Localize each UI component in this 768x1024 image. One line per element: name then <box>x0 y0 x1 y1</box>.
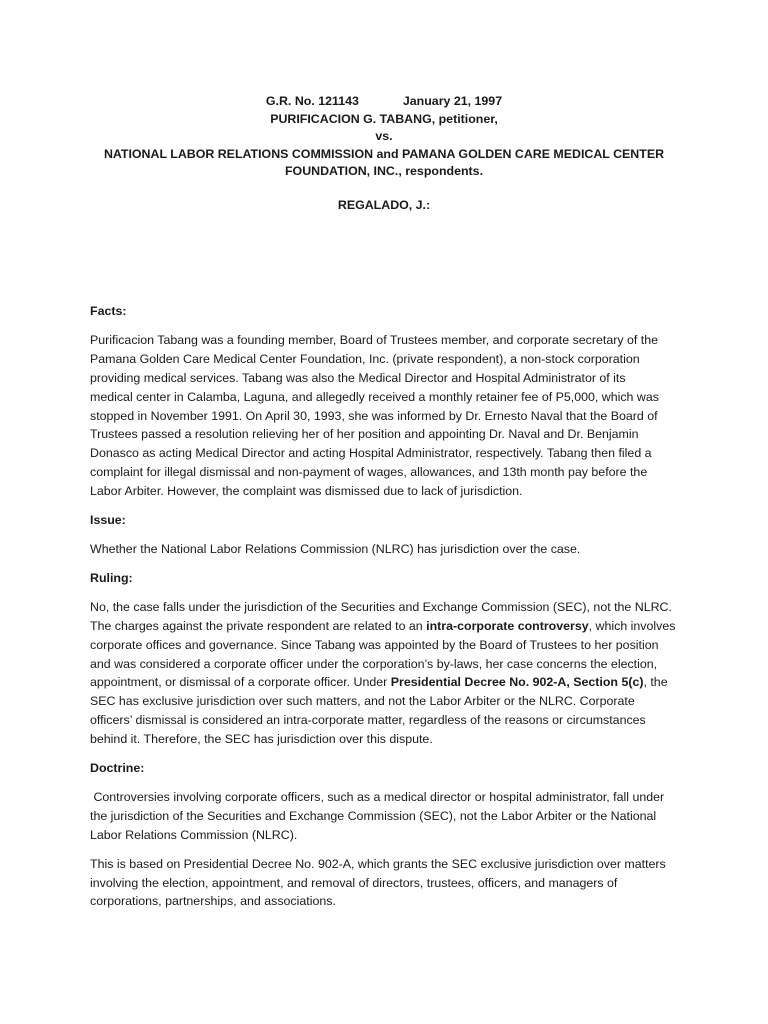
facts-line: complaint for illegal dismissal and non-payment of wages, allowances, and 13th month pay before the <box>90 465 648 480</box>
ponente: REGALADO, J.: <box>337 198 431 212</box>
facts-line: stopped in November 1991. On April 30, 1993, she was informed by Dr. Ernesto Naval that the Board of <box>90 408 658 423</box>
ruling-line: behind it. Therefore, the SEC has jurisdiction over this dispute. <box>90 732 433 747</box>
ruling-text: The charges against the private respondent are related to an <box>90 618 427 633</box>
ruling-line: officers’ dismissal is considered an intra-corporate matter, regardless of the reasons or circumstances <box>90 713 646 728</box>
case-number-line <box>90 93 678 111</box>
doctrine-line: Labor Relations Commission (NLRC). <box>90 827 298 842</box>
ruling-line <box>90 675 668 689</box>
facts-line: Trustees passed a resolution relieving her of her position and appointing Dr. Naval and Dr. Benjamin <box>90 427 639 442</box>
ruling-text: appointment, or dismissal of a corporate officer. Under <box>90 675 391 690</box>
petitioner-line: PURIFICACION G. TABANG, petitioner, <box>270 111 498 126</box>
versus-line: vs. <box>375 129 393 143</box>
facts-line: Purificacion Tabang was a founding member, Board of Trustees member, and corporate secretary of the <box>90 332 658 347</box>
emphasis-intra-corporate: intra-corporate controversy <box>426 618 589 633</box>
doctrine-paragraph-1 <box>90 788 682 845</box>
doctrine-heading: Doctrine: <box>90 761 145 776</box>
doctrine-line: Controversies involving corporate officers, such as a medical director or hospital administrator, fall under <box>90 789 665 804</box>
respondents-line-2: FOUNDATION, INC., respondents. <box>284 164 484 178</box>
ruling-text: , the <box>643 675 668 690</box>
facts-line: Labor Arbiter. However, the complaint was dismissed due to lack of jurisdiction. <box>90 484 523 499</box>
digest-body <box>90 302 682 911</box>
facts-line: Pamana Golden Care Medical Center Foundation, Inc. (private respondent), a non-stock corporation <box>90 351 640 366</box>
facts-line: medical center in Calamba, Laguna, and allegedly received a monthly retainer fee of P5,000, which was <box>90 389 659 404</box>
ruling-line: SEC has exclusive jurisdiction over such matters, and not the Labor Arbiter or the NLRC. Corporate <box>90 694 635 709</box>
case-header <box>90 93 678 181</box>
ruling-paragraph <box>90 598 682 749</box>
facts-paragraph <box>90 331 682 501</box>
issue-text: Whether the National Labor Relations Commission (NLRC) has jurisdiction over the case. <box>90 541 581 556</box>
ruling-line: and was considered a corporate officer under the corporation’s by-laws, her case concerns the election, <box>90 656 658 671</box>
doctrine-line: the jurisdiction of the Securities and Exchange Commission (SEC), not the Labor Arbiter or the National <box>90 808 657 823</box>
facts-heading: Facts: <box>90 304 127 318</box>
doctrine-line: involving the election, appointment, and removal of directors, trustees, officers, and managers of <box>90 875 618 890</box>
doctrine-line: corporations, partnerships, and associations. <box>90 894 336 909</box>
ruling-line: No, the case falls under the jurisdiction of the Securities and Exchange Commission (SEC), not the NLRC. <box>90 599 672 614</box>
ruling-heading: Ruling: <box>90 570 133 585</box>
doctrine-paragraph-2 <box>90 855 682 912</box>
issue-paragraph <box>90 540 682 559</box>
facts-line: Donasco as acting Medical Director and acting Hospital Administrator, respectively. Tabang then filed a <box>90 446 652 461</box>
case-date: January 21, 1997 <box>402 94 503 108</box>
facts-line: providing medical services. Tabang was also the Medical Director and Hospital Administrator of its <box>90 370 626 385</box>
case-number: G.R. No. 121143 <box>265 94 359 108</box>
ruling-line <box>90 619 675 633</box>
doctrine-line: This is based on Presidential Decree No. 902-A, which grants the SEC exclusive jurisdiction over matters <box>90 856 666 871</box>
issue-heading: Issue: <box>90 513 126 528</box>
emphasis-pd-902a: Presidential Decree No. 902-A, Section 5(c) <box>390 675 644 690</box>
ruling-text: , which involves <box>588 618 676 633</box>
respondents-line-1: NATIONAL LABOR RELATIONS COMMISSION and PAMANA GOLDEN CARE MEDICAL CENTER <box>103 146 665 161</box>
ruling-line: corporate offices and governance. Since Tabang was appointed by the Board of Trustees to her position <box>90 637 659 652</box>
